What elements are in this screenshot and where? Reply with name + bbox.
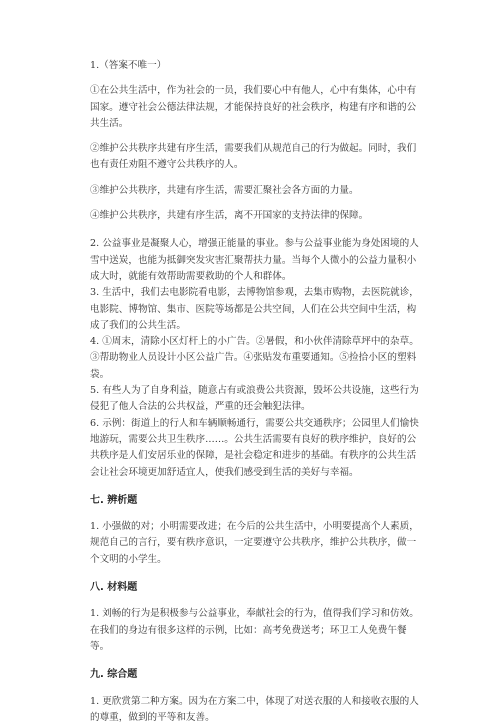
section-7-heading: 七. 辨析题 xyxy=(90,493,422,509)
answer-2: 2. 公益事业是凝聚人心，增强正能量的事业。参与公益事业能为身处困境的人雪中送炭，也能为抵御突发灾害汇聚帮扶力量。当每个人微小的公益力量积小成大时，就能有效帮助需要救助的个人和群体。 xyxy=(90,236,422,285)
section-8-heading: 八. 材料题 xyxy=(90,580,422,596)
section-9-answer: 1. 更欣赏第二种方案。因为在方案二中，体现了对送衣服的人和接收衣服的人的尊重，做到的平等和友善。 xyxy=(90,694,422,726)
q1-item-4: ④维护公共秩序，共建有序生活，离不开国家的支持法律的保障。 xyxy=(90,208,422,224)
answer-3: 3. 生活中，我们去电影院看电影，去博物馆参观，去集市购物，去医院就诊，电影院、博物馆、集市、医院等场都是公共空间，人们在公共空间中生活，构成了我们的公共生活。 xyxy=(90,285,422,334)
section-9-heading: 九. 综合题 xyxy=(90,667,422,683)
q1-item-1: ①在公共生活中，作为社会的一员，我们要心中有他人，心中有集体，心中有国家。遵守社会公德法律法规，才能保持良好的社会秩序，构建有序和谐的公共生活。 xyxy=(90,83,422,132)
answer-6: 6. 示例：街道上的行人和车辆顺畅通行，需要公共交通秩序；公园里人们愉快地游玩，需要公共卫生秩序……。公共生活需要有良好的秩序维护，良好的公共秩序是人们安居乐业的保障，是社会稳定和进步的基础。有秩序的公共生活会让社会环境更加舒适宜人，使我们感受到生活的美好与幸福。 xyxy=(90,416,422,481)
q1-header: 1.（答案不唯一） xyxy=(90,58,422,74)
answer-4: 4. ①周末，清除小区灯杆上的小广告。②暑假，和小伙伴清除草坪中的杂草。③帮助物业人员设计小区公益广告。④张贴发布重要通知。⑤捡拾小区的塑料袋。 xyxy=(90,334,422,383)
answer-5: 5. 有些人为了自身利益，随意占有或浪费公共资源，毁坏公共设施，这些行为侵犯了他人合法的公共权益，严重的还会触犯法律。 xyxy=(90,383,422,416)
section-8-answer: 1. 刘畅的行为是积极参与公益事业，奉献社会的行为，值得我们学习和仿效。在我们的身边有很多这样的示例，比如：高考免费送考；环卫工人免费午餐等。 xyxy=(90,606,422,655)
section-7-answer: 1. 小强做的对；小明需要改进；在今后的公共生活中，小明要提高个人素质，规范自己的言行，要有秩序意识，一定要遵守公共秩序，维护公共秩序，做一个文明的小学生。 xyxy=(90,519,422,568)
q1-item-3: ③维护公共秩序，共建有序生活，需要汇聚社会各方面的力量。 xyxy=(90,183,422,199)
q1-item-2: ②维护公共秩序共建有序生活，需要我们从规范自己的行为做起。同时，我们也有责任劝阻不遵守公共秩序的人。 xyxy=(90,141,422,174)
